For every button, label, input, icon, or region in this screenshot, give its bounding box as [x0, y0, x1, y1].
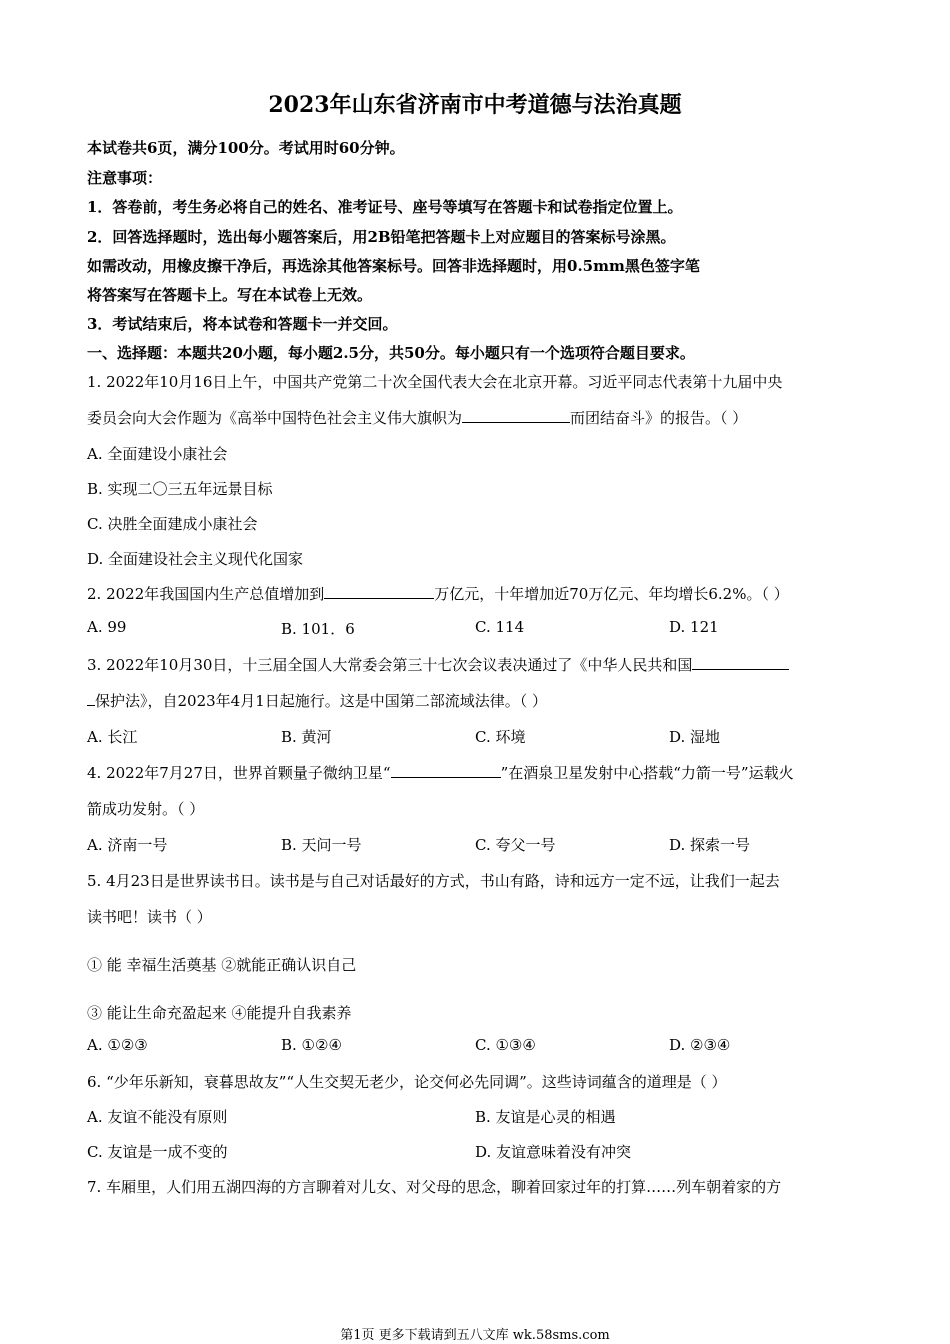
exam-info: 本试卷共6页，满分100分。考试用时60分钟。	[87, 139, 405, 157]
q2-stem-text-a: 2. 2022年我国国内生产总值增加到	[87, 585, 325, 603]
q4-option-d: D. 探索一号	[669, 836, 751, 854]
q6-option-c: C. 友谊是一成不变的	[87, 1143, 228, 1161]
q1-stem-line-1: 1. 2022年10月16日上午，中国共产党第二十次全国代表大会在北京开幕。习近平同志代表第十九届中央	[87, 373, 783, 391]
q1-option-d: D. 全面建设社会主义现代化国家	[87, 550, 304, 568]
q1-option-a: A. 全面建设小康社会	[87, 445, 228, 463]
q4-answer-blank	[391, 763, 501, 778]
q4-stem-line-1	[87, 762, 794, 783]
q3-option-a: A. 长江	[87, 728, 138, 746]
note-3: 3．考试结束后，将本试卷和答题卡一并交回。	[87, 315, 398, 333]
q5-option-b: B. ①②④	[281, 1036, 342, 1054]
q4-option-b: B. 天问一号	[281, 836, 362, 854]
q5-option-c: C. ①③④	[475, 1036, 536, 1054]
q3-option-c: C. 环境	[475, 728, 526, 746]
q5-option-a: A. ①②③	[87, 1036, 148, 1054]
q1-stem-text-b: 而团结奋斗》的报告。（ ）	[570, 409, 748, 427]
q4-option-a: A. 济南一号	[87, 836, 168, 854]
q4-stem-text-a: 4. 2022年7月27日，世界首颗量子微纳卫星“	[87, 764, 391, 782]
q3-answer-blank-cont	[87, 691, 95, 706]
q2-option-d: D. 121	[669, 618, 719, 636]
page-footer: 第1页 更多下载请到五八文库 wk.58sms.com	[340, 1328, 610, 1343]
note-2-line-2: 如需改动，用橡皮擦干净后，再选涂其他答案标号。回答非选择题时，用0.5mm黑色签字笔	[87, 257, 700, 275]
q3-stem-text-b: 保护法》，自2023年4月1日起施行。这是中国第二部流域法律。（ ）	[95, 692, 548, 710]
q3-option-b: B. 黄河	[281, 728, 332, 746]
q2-option-c: C. 114	[475, 618, 525, 636]
q2-option-b: B. 101．6	[281, 620, 355, 638]
q2-stem-text-b: 万亿元，十年增加近70万亿元、年均增长6.2%。（ ）	[434, 585, 789, 603]
q3-stem-line-2	[87, 690, 547, 711]
q1-stem-line-2	[87, 407, 747, 428]
q2-stem	[87, 583, 789, 604]
q6-stem: 6. “少年乐新知，衰暮思故友”“人生交契无老少，论交何必先同调”。这些诗词蕴含的道理是（ ）	[87, 1073, 727, 1091]
q6-option-b: B. 友谊是心灵的相遇	[475, 1108, 616, 1126]
q4-option-c: C. 夸父一号	[475, 836, 556, 854]
q1-stem-text-a: 委员会向大会作题为《高举中国特色社会主义伟大旗帜为	[87, 409, 463, 427]
q2-option-a: A. 99	[87, 618, 127, 636]
q5-statements-2: ③ 能让生命充盈起来 ④能提升自我素养	[87, 1004, 352, 1022]
q4-stem-text-b: ”在酒泉卫星发射中心搭载“力箭一号”运载火	[500, 764, 794, 782]
q5-option-d: D. ②③④	[669, 1036, 731, 1054]
q1-option-c: C. 决胜全面建成小康社会	[87, 515, 258, 533]
q5-stem-line-1: 5. 4月23日是世界读书日。读书是与自己对话最好的方式，书山有路，诗和远方一定不远，让我们一起去	[87, 872, 780, 890]
q4-stem-line-2: 箭成功发射。（ ）	[87, 800, 205, 818]
note-2-line-1: 2．回答选择题时，选出每小题答案后，用2B铅笔把答题卡上对应题目的答案标号涂黑。	[87, 228, 676, 246]
q1-option-b: B. 实现二〇三五年远景目标	[87, 480, 273, 498]
q6-option-d: D. 友谊意味着没有冲突	[475, 1143, 632, 1161]
notes-heading: 注意事项：	[87, 169, 163, 187]
q3-stem-text-a: 3. 2022年10月30日，十三届全国人大常委会第三十七次会议表决通过了《中华人民共和国	[87, 656, 693, 674]
q1-answer-blank	[462, 408, 570, 423]
q5-stem-line-2: 读书吧！读书（ ）	[87, 908, 212, 926]
q3-answer-blank	[692, 655, 789, 670]
q3-option-d: D. 湿地	[669, 728, 721, 746]
note-1: 1．答卷前，考生务必将自己的姓名、准考证号、座号等填写在答题卡和试卷指定位置上。	[87, 198, 683, 216]
q2-answer-blank	[324, 584, 434, 599]
q7-stem-line-1: 7. 车厢里，人们用五湖四海的方言聊着对儿女、对父母的思念，聊着回家过年的打算……列车朝着家的方	[87, 1178, 782, 1196]
q5-statements-1: ① 能 幸福生活奠基 ②就能正确认识自己	[87, 956, 357, 974]
section-heading: 一、选择题：本题共20小题，每小题2.5分，共50分。每小题只有一个选项符合题目要求。	[87, 344, 695, 362]
note-2-line-3: 将答案写在答题卡上。写在本试卷上无效。	[87, 286, 373, 304]
page-title: 2023年山东省济南市中考道德与法治真题	[268, 92, 682, 118]
q6-option-a: A. 友谊不能没有原则	[87, 1108, 228, 1126]
q3-stem-line-1	[87, 654, 789, 675]
